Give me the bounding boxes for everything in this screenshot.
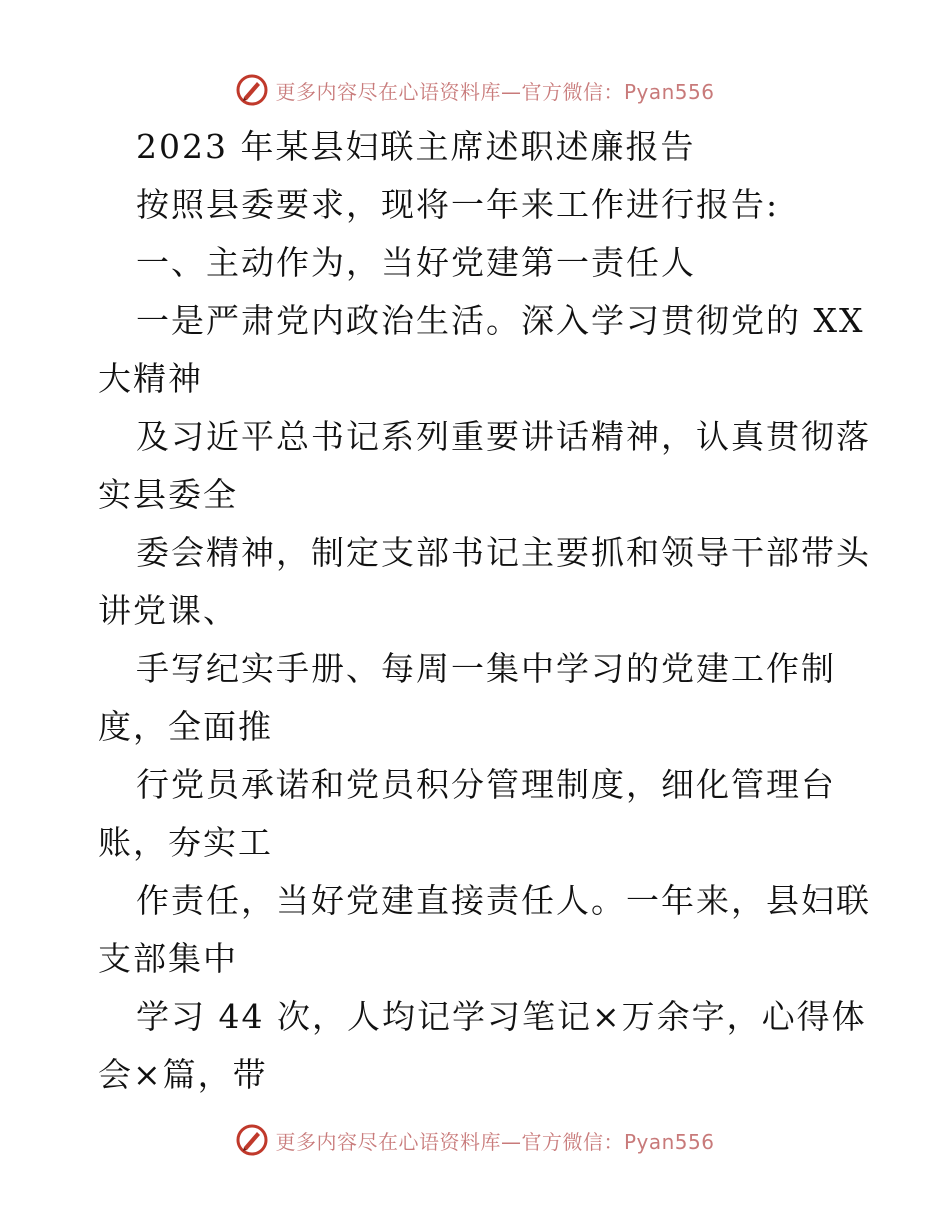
text-line: 支部集中 — [98, 939, 238, 978]
text-line: 学习 44 次，人均记学习笔记×万余字，心得体 — [136, 997, 867, 1036]
text-line: 作责任，当好党建直接责任人。一年来，县妇联 — [136, 881, 871, 920]
text-line: 按照县委要求，现将一年来工作进行报告: — [136, 185, 780, 224]
text-line: 大精神 — [98, 359, 203, 398]
text-line: 手写纪实手册、每周一集中学习的党建工作制 — [136, 649, 836, 688]
text-line: 账，夯实工 — [98, 823, 273, 862]
footer-banner — [0, 1120, 950, 1160]
document-body — [98, 118, 878, 1104]
pen-seal-logo-icon — [235, 1123, 269, 1157]
pen-seal-logo-icon — [235, 73, 269, 107]
footer-banner-text: 更多内容尽在心语资料库—官方微信：Pyan556 — [275, 1129, 715, 1154]
text-line: 一是严肃党内政治生活。深入学习贯彻党的 XX — [136, 301, 865, 340]
text-line: 委会精神，制定支部书记主要抓和领导干部带头 — [136, 533, 871, 572]
text-line: 度，全面推 — [98, 707, 273, 746]
text-line: 会×篇，带 — [98, 1055, 268, 1094]
document-title: 2023 年某县妇联主席述职述廉报告 — [136, 127, 696, 166]
text-line: 及习近平总书记系列重要讲话精神，认真贯彻落 — [136, 417, 871, 456]
header-banner — [0, 70, 950, 110]
text-line: 行党员承诺和党员积分管理制度，细化管理台 — [136, 765, 836, 804]
text-line: 一、主动作为，当好党建第一责任人 — [136, 243, 696, 282]
header-banner-text: 更多内容尽在心语资料库—官方微信：Pyan556 — [275, 79, 715, 104]
text-line: 讲党课、 — [98, 591, 238, 630]
text-line: 实县委全 — [98, 475, 238, 514]
